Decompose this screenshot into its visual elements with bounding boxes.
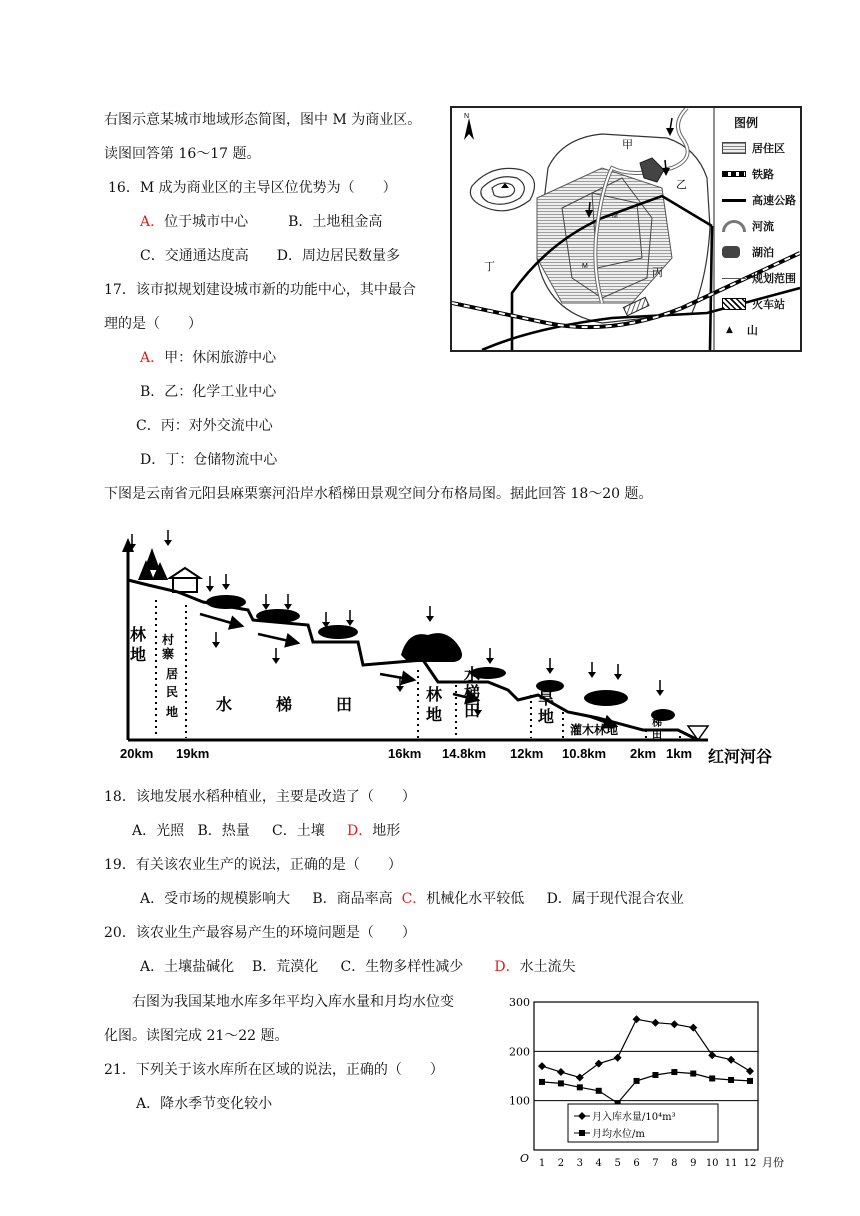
label-jia: 甲 — [622, 138, 633, 151]
legend-station-label: 火车站 — [752, 298, 785, 311]
chart-x-tick-12: 12 — [743, 1158, 757, 1169]
zone-terrace: 梯 — [276, 695, 293, 714]
zone-forest-1-b: 地 — [130, 645, 147, 664]
chart-y-tick-200: 200 — [509, 1045, 530, 1059]
chart-y-tick-labels — [509, 996, 530, 1108]
chart-origin-label: O — [520, 1152, 530, 1165]
legend-planning-swatch — [722, 278, 746, 279]
legend-lake — [722, 244, 774, 260]
zone-forest-2-b: 地 — [426, 705, 443, 724]
q20-option-c[interactable]: C．生物多样性减少 — [340, 959, 464, 975]
q16-option-a[interactable] — [140, 214, 248, 230]
chart-point-s1-m9 — [690, 1071, 696, 1077]
chart-point-s1-m11 — [728, 1077, 734, 1083]
q20-option-b[interactable]: B．荒漠化 — [251, 959, 319, 975]
zone-field: 田 — [336, 695, 353, 714]
q19-option-c-text: 机械化水平较低 — [426, 891, 525, 907]
chart-grid — [534, 1002, 758, 1101]
chart-x-tick-4: 4 — [595, 1158, 602, 1169]
q16-option-a-text: 位于城市中心 — [164, 214, 249, 230]
label-yi: 乙 — [676, 178, 687, 191]
legend-residential-label: 居住区 — [752, 142, 785, 155]
chart-point-s0-m7 — [651, 1019, 659, 1027]
legend-station — [722, 296, 785, 312]
legend-lake-swatch — [722, 246, 740, 258]
legend-mountain-label: 山 — [746, 324, 758, 337]
q19-option-d[interactable]: D．属于现代混合农业 — [546, 891, 684, 907]
legend-residential-swatch — [722, 142, 746, 154]
q17-option-a-letter: A． — [140, 350, 165, 366]
q20-option-a[interactable]: A．土壤盐碱化 — [140, 959, 235, 975]
chart-x-tick-11: 11 — [724, 1158, 738, 1169]
q18-stem: 18．该地发展水稻种植业，主要是改造了（ ） — [104, 789, 416, 805]
legend-title: 图例 — [734, 116, 759, 130]
q16-options-row1 — [140, 212, 382, 232]
zone-water: 水 — [216, 695, 233, 714]
q18-option-d-text: 地形 — [372, 823, 401, 839]
north-label: N — [464, 113, 470, 120]
label-ding: 丁 — [484, 260, 495, 273]
chart-x-tick-5: 5 — [614, 1158, 621, 1169]
legend-river-swatch — [722, 220, 746, 232]
q20-option-d-letter: D． — [494, 959, 520, 975]
chart-y-tick-300: 300 — [509, 996, 530, 1009]
chart-series-points — [538, 1015, 754, 1106]
q18-option-d[interactable] — [347, 823, 400, 839]
q20-stem: 20．该农业生产最容易产生的环境问题是（ ） — [104, 925, 416, 941]
dist-14-8km: 14.8km — [442, 746, 487, 761]
reservoir-chart — [498, 996, 798, 1176]
q17-option-a-text: 甲：休闲旅游中心 — [164, 350, 277, 366]
zone-paddy-c: 田 — [464, 701, 481, 720]
q18-option-a[interactable]: A．光照 — [132, 823, 185, 839]
terrace-profile-figure — [118, 530, 808, 765]
q17-option-c[interactable]: C．丙：对外交流中心 — [136, 418, 273, 434]
chart-point-s1-m8 — [671, 1069, 677, 1075]
zone-paddy-b: 梯 — [464, 683, 481, 702]
intro-16-17-line2: 读图回答第 16～17 题。 — [104, 146, 261, 162]
q18-option-d-letter: D． — [347, 823, 373, 839]
q16-option-c[interactable]: C．交通通达度高 — [140, 248, 249, 264]
chart-point-s0-m12 — [746, 1067, 754, 1075]
q18-options — [132, 821, 400, 841]
label-m2: M — [582, 263, 588, 270]
intro-21-22-line1: 右图为我国某地水库多年平均入库水量和月均水位变 — [132, 994, 454, 1010]
legend-railway-swatch — [722, 171, 746, 177]
q19-option-a[interactable]: A．受市场的规模影响大 — [140, 891, 291, 907]
q19-option-c[interactable] — [402, 891, 525, 907]
dist-16km: 16km — [388, 746, 422, 761]
dist-19km: 19km — [176, 746, 210, 761]
q20-option-d[interactable] — [494, 959, 575, 975]
dist-20km: 20km — [120, 746, 154, 761]
chart-point-s1-m1 — [539, 1079, 545, 1085]
chart-point-s0-m1 — [538, 1062, 546, 1070]
chart-x-tick-8: 8 — [671, 1158, 678, 1169]
legend-series-level: 月均水位/m — [592, 1129, 645, 1140]
chart-x-tick-1: 1 — [538, 1158, 546, 1169]
q17-stem-line1: 17．该市拟规划建设城市新的功能中心，其中最合 — [104, 282, 416, 298]
legend-mountain-icon: ▲ — [726, 325, 733, 335]
q16-option-d[interactable]: D．周边居民数量多 — [276, 248, 400, 264]
zone-dry-b: 地 — [538, 707, 555, 726]
legend-planning-label: 规划范围 — [752, 272, 796, 285]
legend-river — [722, 218, 774, 234]
legend-highway — [722, 192, 796, 208]
chart-series-line-0 — [542, 1019, 750, 1077]
label-bing: 丙 — [652, 266, 663, 279]
zone-terrace-low-b: 田 — [652, 730, 662, 741]
legend-mountain — [722, 322, 758, 338]
zone-forest-1-a: 林 — [130, 625, 147, 644]
zone-dry-a: 旱 — [538, 689, 555, 708]
legend-railway — [722, 166, 774, 182]
q19-stem: 19．有关该农业生产的说法，正确的是（ ） — [104, 857, 402, 873]
chart-point-s0-m8 — [670, 1020, 678, 1028]
dist-1km: 1km — [666, 746, 693, 761]
label-m1: M — [612, 213, 618, 220]
q19-option-b[interactable]: B．商品率高 — [312, 891, 393, 907]
zone-village-a: 村 — [162, 633, 175, 647]
chart-point-s1-m7 — [652, 1072, 658, 1078]
chart-point-s1-m12 — [747, 1078, 753, 1084]
chart-point-s1-m3 — [577, 1084, 583, 1090]
legend-planning — [722, 270, 796, 286]
q18-option-c[interactable]: C．土壤 — [272, 823, 325, 839]
zone-village-d: 民 — [166, 685, 179, 699]
legend-highway-label: 高速公路 — [752, 194, 796, 207]
intro-18-20: 下图是云南省元阳县麻栗寨河沿岸水稻梯田景观空间分布格局图。据此回答 18～20 题。 — [104, 486, 653, 502]
q20-options — [140, 957, 576, 977]
chart-x-tick-10: 10 — [705, 1158, 719, 1169]
chart-x-tick-6: 6 — [633, 1158, 640, 1169]
legend-railway-label: 铁路 — [752, 168, 774, 181]
legend-highway-swatch — [722, 199, 746, 202]
chart-series-line-1 — [542, 1072, 750, 1103]
legend-lake-label: 湖泊 — [752, 246, 774, 259]
legend-river-label: 河流 — [752, 220, 774, 233]
q16-option-b[interactable]: B．土地租金高 — [288, 214, 383, 230]
q16-option-a-letter: A． — [140, 214, 165, 230]
zone-village-e: 地 — [166, 705, 179, 719]
zone-village-b: 寨 — [162, 647, 175, 661]
dist-2km: 2km — [630, 746, 657, 761]
chart-point-s1-m6 — [634, 1078, 640, 1084]
chart-point-s1-m4 — [596, 1088, 602, 1094]
chart-point-s0-m2 — [557, 1068, 565, 1076]
zone-village-c: 居 — [166, 667, 179, 681]
chart-x-tick-7: 7 — [652, 1158, 659, 1169]
legend-series-inflow: 月入库水量/10⁴m³ — [592, 1112, 676, 1123]
zone-paddy-a: 水 — [464, 665, 481, 684]
chart-point-s0-m9 — [689, 1024, 697, 1032]
chart-point-s0-m3 — [576, 1073, 584, 1081]
chart-point-s0-m10 — [708, 1051, 716, 1059]
q16-options-row2 — [140, 246, 400, 266]
chart-point-s0-m11 — [727, 1056, 735, 1064]
city-map-figure — [450, 106, 802, 352]
chart-y-tick-100: 100 — [509, 1094, 530, 1108]
q21-stem: 21．下列关于该水库所在区域的说法，正确的（ ） — [104, 1062, 444, 1078]
red-river-valley-label: 红河河谷 — [708, 747, 773, 765]
q18-option-b[interactable]: B．热量 — [197, 823, 250, 839]
q17-option-a[interactable] — [140, 348, 276, 368]
q19-option-c-letter: C． — [401, 891, 427, 907]
chart-x-tick-2: 2 — [557, 1158, 565, 1169]
chart-x-tick-9: 9 — [690, 1158, 697, 1169]
intro-21-22-line2: 化图。读图完成 21～22 题。 — [104, 1028, 289, 1044]
zone-shrub: 灌木林地 — [570, 723, 619, 737]
q21-option-a[interactable]: A．降水季节变化较小 — [136, 1096, 273, 1112]
intro-16-17-line1: 右图示意某城市地域形态简图，图中 M 为商业区。 — [104, 112, 422, 128]
chart-point-s1-m10 — [709, 1075, 715, 1081]
chart-x-tick-labels — [539, 1158, 757, 1169]
chart-point-s1-m2 — [558, 1080, 564, 1086]
q16-stem: 16．M 成为商业区的主导区位优势为（ ） — [108, 180, 397, 196]
chart-x-axis-label: 月份 — [762, 1156, 784, 1169]
legend-station-swatch — [722, 298, 746, 310]
chart-x-tick-3: 3 — [576, 1158, 584, 1169]
chart-series-lines — [542, 1019, 750, 1103]
q17-option-b[interactable]: B．乙：化学工业中心 — [140, 384, 277, 400]
zone-forest-2-a: 林 — [426, 685, 443, 704]
q17-stem-line2: 理的是（ ） — [104, 316, 202, 332]
chart-point-s0-m6 — [633, 1015, 641, 1023]
q17-option-d[interactable]: D．丁：仓储物流中心 — [140, 452, 278, 468]
q20-option-d-text: 水土流失 — [519, 959, 576, 975]
chart-point-s0-m5 — [614, 1054, 622, 1062]
legend-residential — [722, 140, 785, 156]
dist-12km: 12km — [510, 746, 544, 761]
dist-10-8km: 10.8km — [562, 746, 607, 761]
zone-terrace-low-a: 梯 — [652, 718, 662, 729]
q19-options — [140, 889, 684, 909]
